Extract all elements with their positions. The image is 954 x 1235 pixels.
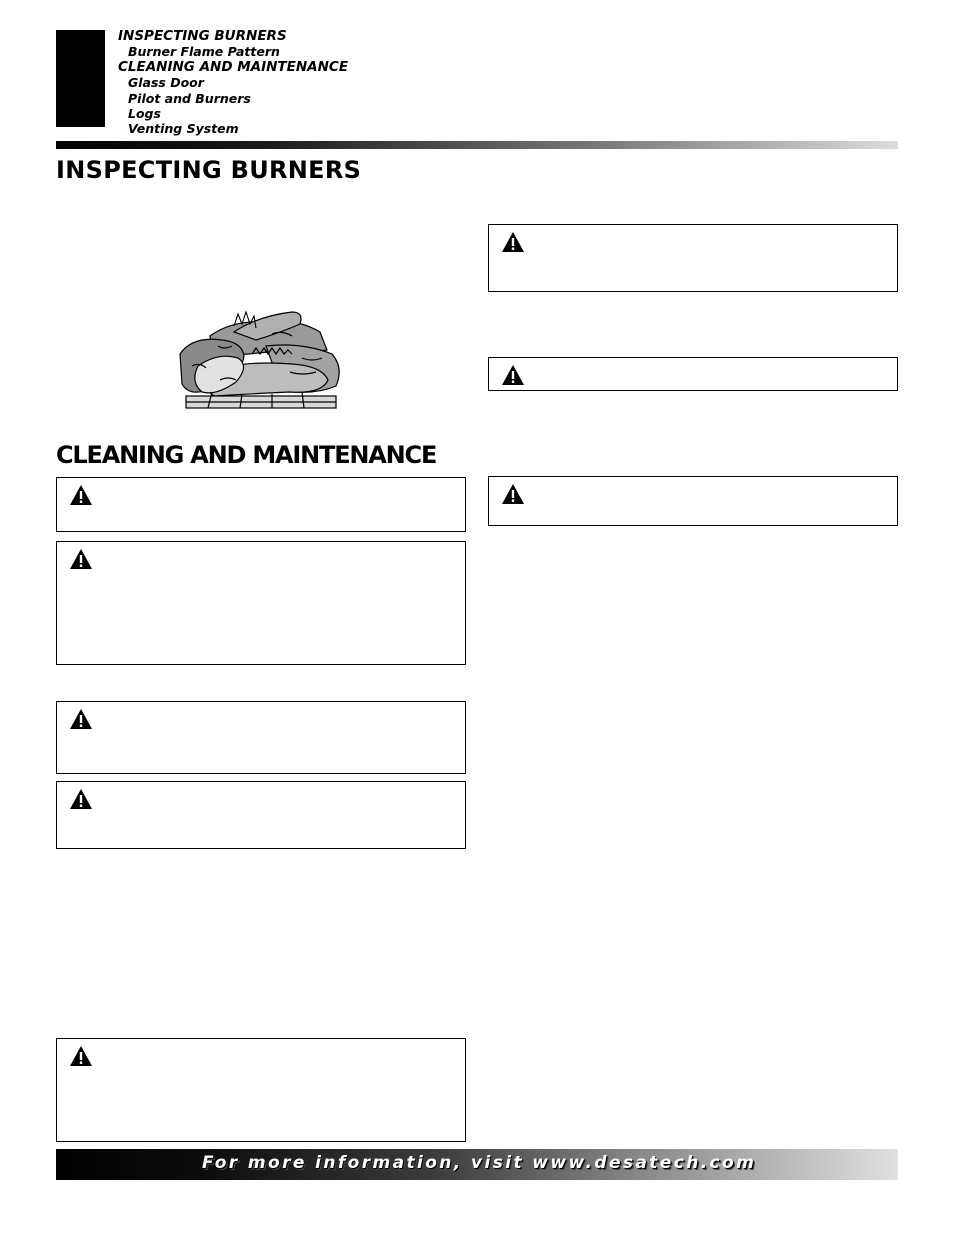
warning-triangle-icon: [69, 708, 93, 730]
warning-box: [488, 476, 898, 526]
warning-triangle-icon: [69, 788, 93, 810]
heading-cleaning-maintenance: CLEANING AND MAINTENANCE: [56, 441, 437, 469]
warning-box: [56, 701, 466, 774]
warning-box: [56, 781, 466, 849]
toc-item[interactable]: Burner Flame Pattern: [128, 44, 280, 59]
heading-inspecting-burners: INSPECTING BURNERS: [56, 156, 362, 184]
warning-triangle-icon: [501, 231, 525, 253]
warning-triangle-icon: [69, 548, 93, 570]
footer-website-text[interactable]: For more information, visit www.desatech.com: [202, 1153, 757, 1173]
toc-item[interactable]: Glass Door: [128, 75, 204, 91]
warning-box: [56, 1038, 466, 1142]
section-index: [118, 28, 348, 136]
warning-triangle-icon: [501, 483, 525, 505]
page-marker-block: [56, 30, 105, 127]
warning-box: [56, 541, 466, 665]
warning-box: [56, 477, 466, 532]
warning-box: [488, 224, 898, 292]
toc-item[interactable]: Venting System: [128, 121, 239, 137]
warning-triangle-icon: [69, 1045, 93, 1067]
toc-item[interactable]: Logs: [128, 105, 161, 121]
warning-triangle-icon: [501, 364, 525, 386]
footer-banner: [56, 1149, 898, 1180]
toc-item[interactable]: Pilot and Burners: [128, 90, 251, 106]
gradient-divider: [56, 141, 898, 149]
warning-triangle-icon: [69, 484, 93, 506]
toc-section-title[interactable]: INSPECTING BURNERS: [118, 28, 287, 44]
warning-box: [488, 357, 898, 391]
gas-log-set-illustration: [172, 306, 344, 414]
toc-section-title[interactable]: CLEANING AND MAINTENANCE: [118, 59, 349, 76]
